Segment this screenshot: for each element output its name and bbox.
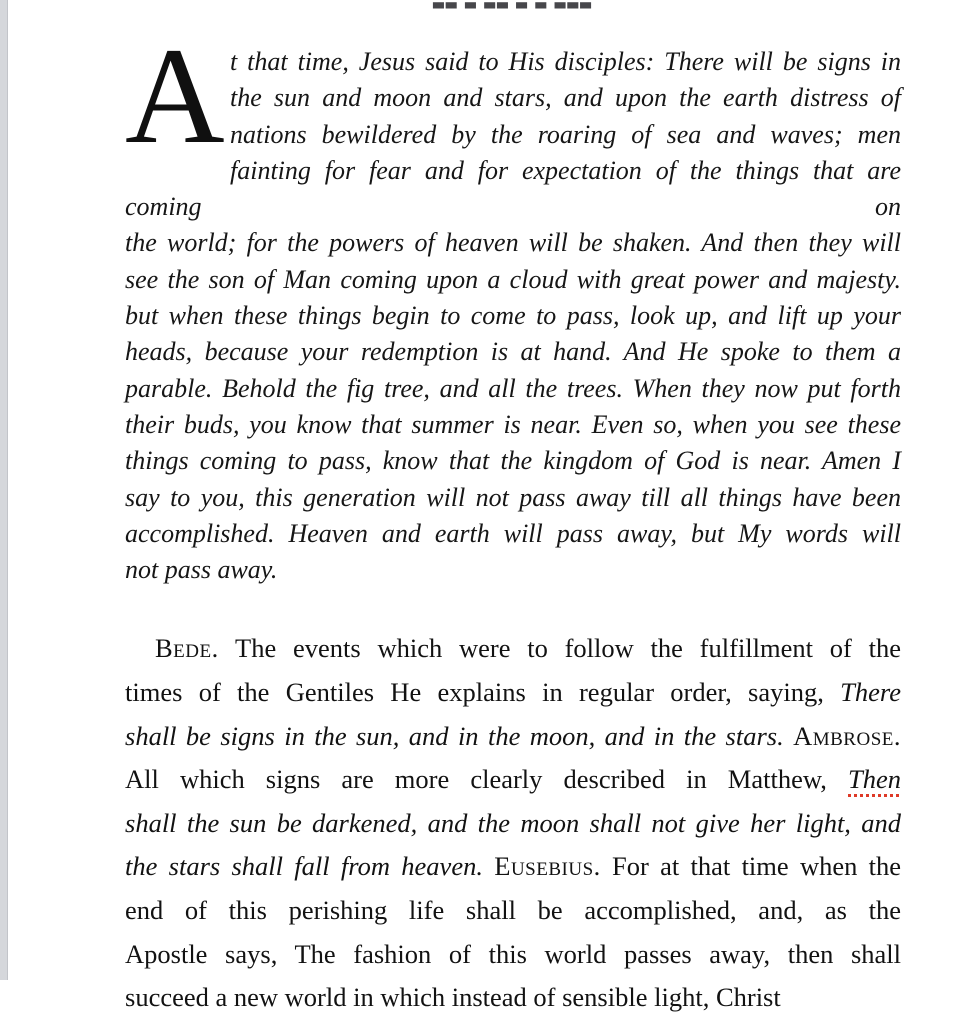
commentary-line [125,845,901,889]
clipped-header-text: ▃▃ ▃ ▃▃ ▃ ▃ ▃▃▃ [433,0,593,9]
commentary-line [125,671,901,715]
commentary-line [125,976,901,1020]
gospel-line: nations bewildered by the roaring of sea and waves; men [230,119,901,149]
commentary-paragraph [125,627,901,1019]
gospel-line: see the son of Man coming upon a cloud with great power and majesty. [125,264,901,294]
text-segment: succeed a new world in which instead of sensible light, Christ [125,982,781,1013]
gospel-line: the sun and moon and stars, and upon the earth distress of [230,83,901,113]
text-segment: end of this perishing life shall be accomplished, and, as the [125,895,901,926]
text-segment [483,851,494,881]
text-segment: Apostle says, The fashion of this world passes away, then shall [125,938,901,969]
commentary-line [125,627,901,671]
author-name: Bede. [155,633,219,664]
text-segment: All which signs are more clearly described in Matthew, [125,764,848,795]
gospel-line: but when these things begin to come to pass, look up, and lift up your [125,301,901,331]
gospel-line: not pass away. [125,555,278,585]
gospel-line: fainting for fear and for expectation of the things that are coming on [125,155,901,222]
commentary-line [125,715,901,759]
gospel-line: the world; for the powers of heaven will be shaken. And then they will [125,228,901,258]
page-edge-strip [0,0,8,980]
gospel-line: things coming to pass, know that the kingdom of God is near. Amen I [125,446,901,476]
author-name: Eusebius. [494,851,601,882]
text-segment: There [840,677,901,708]
document-page [125,19,902,1020]
text-segment: shall the sun be darkened, and the moon shall not give her light, and [125,807,901,838]
author-name: Ambrose. [793,720,901,751]
gospel-line: t that time, Jesus said to His disciples: There will be signs in [230,47,901,76]
text-segment: For at that time when the [600,851,902,882]
misspelled-word: Then [848,764,901,795]
gospel-paragraph [125,19,901,588]
text-segment: the stars shall fall from heaven. [125,851,483,882]
gospel-line: accomplished. Heaven and earth will pass away, but My words will [125,518,901,548]
commentary-line [125,933,901,977]
text-segment: times of the Gentiles He explains in regular order, saying, [125,677,841,708]
commentary-line [125,802,901,846]
gospel-line: their buds, you know that summer is near. Even so, when you see these [125,409,901,439]
gospel-line: heads, because your redemption is at hand. And He spoke to them a [125,337,901,367]
text-segment: shall be signs in the sun, and in the moon, and in the stars. [125,720,784,751]
text-segment: The events which were to follow the fulfillment of the [218,633,901,664]
gospel-line: parable. Behold the fig tree, and all the trees. When they now put forth [125,373,901,403]
drop-cap-letter: A [125,19,225,172]
commentary-line [125,889,901,933]
text-segment [784,721,793,751]
gospel-line: say to you, this generation will not pass away till all things have been [125,482,901,512]
commentary-line [125,758,901,802]
clipped-header-line [433,0,608,9]
